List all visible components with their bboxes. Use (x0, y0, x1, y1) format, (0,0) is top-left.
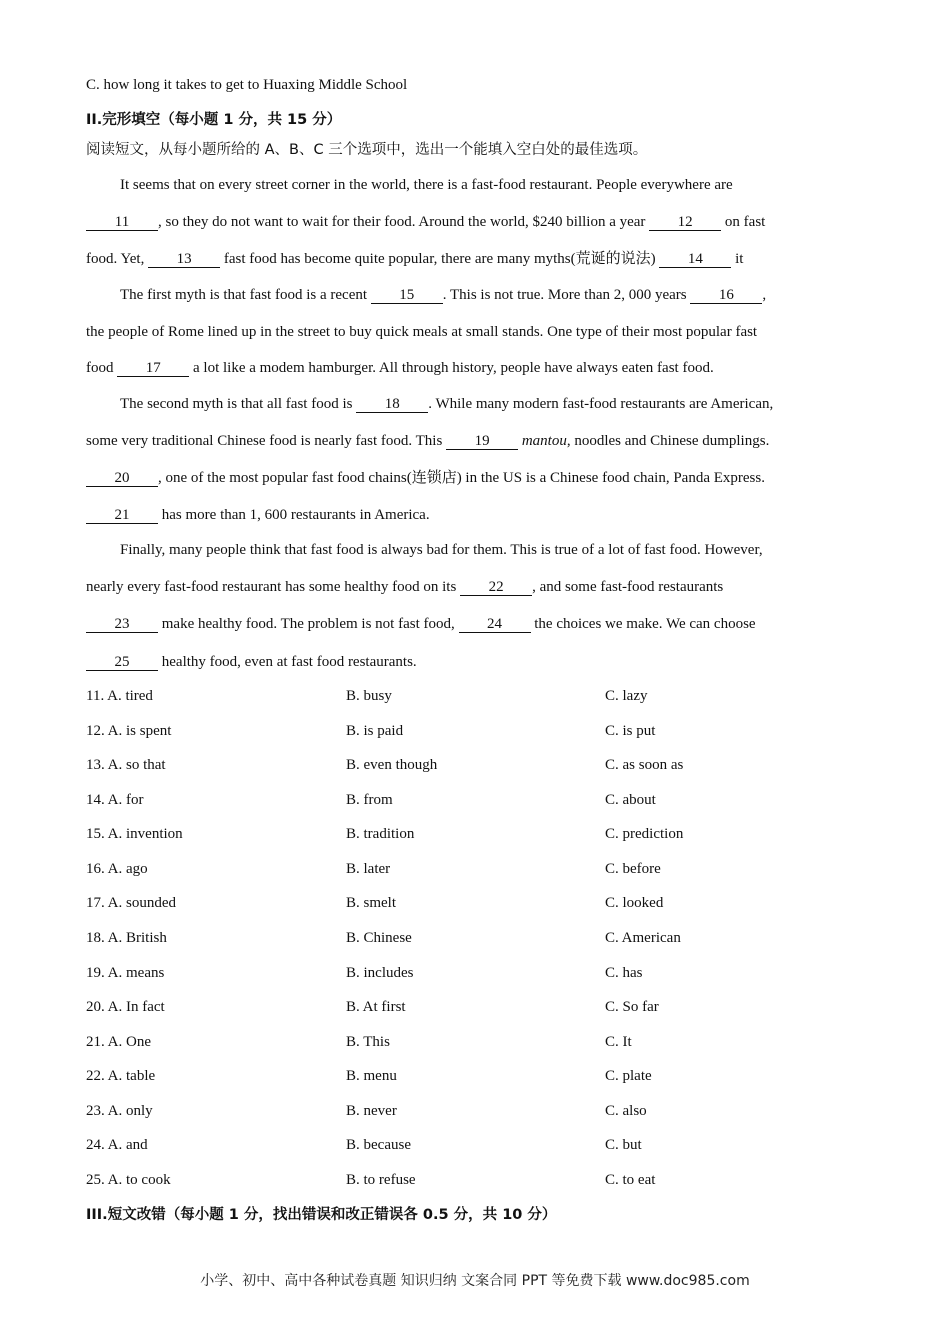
passage-line (86, 249, 743, 269)
option-a: 20. A. In fact (86, 999, 165, 1015)
passage-text: , and some fast-food restaurants (532, 579, 724, 595)
passage-text: fast food has become quite popular, there are many myths(荒诞的说法) (223, 251, 656, 267)
passage-line (86, 505, 430, 525)
option-b: B. tradition (346, 826, 415, 842)
option-b: B. menu (346, 1068, 397, 1084)
option-c: C. as soon as (605, 757, 684, 773)
passage-text: make healthy food. The problem is not fast food, (161, 616, 455, 632)
blank-22: 22 (460, 579, 532, 596)
passage-text: The first myth is that fast food is a recent (120, 287, 368, 303)
blank-14: 14 (659, 251, 731, 268)
option-row-21 (86, 1032, 886, 1052)
passage-line: It seems that on every street corner in the world, there is a fast-food restaurant. People everywhere are (120, 177, 733, 193)
option-b: B. Chinese (346, 930, 412, 946)
option-a: 21. A. One (86, 1034, 151, 1050)
blank-19: 19 (446, 433, 518, 450)
page-footer: 小学、初中、高中各种试卷真题 知识归纳 文案合同 PPT 等免费下载 www.doc985.com (200, 1273, 750, 1289)
option-row-12 (86, 721, 886, 741)
option-c: C. but (605, 1137, 642, 1153)
option-b: B. busy (346, 688, 392, 704)
section-3-title: III.短文改错（每小题 1 分，找出错误和改正错误各 0.5 分，共 10 分） (86, 1207, 557, 1223)
option-b: B. because (346, 1137, 411, 1153)
option-row-13 (86, 755, 886, 775)
option-b: B. This (346, 1034, 390, 1050)
option-b: B. never (346, 1103, 397, 1119)
option-b: B. smelt (346, 895, 397, 911)
option-row-24 (86, 1135, 886, 1155)
blank-23: 23 (86, 616, 158, 633)
blank-13: 13 (148, 251, 220, 268)
passage-text: nearly every fast-food restaurant has some healthy food on its (86, 579, 457, 595)
passage-text: . This is not true. More than 2, 000 years (442, 287, 687, 303)
option-c: C. So far (605, 999, 659, 1015)
option-row-22 (86, 1066, 886, 1086)
passage-text: . While many modern fast-food restaurants are American, (428, 396, 774, 412)
passage-line: the people of Rome lined up in the street to buy quick meals at small stands. One type of their most popular fast (86, 324, 758, 340)
blank-21: 21 (86, 507, 158, 524)
option-c: C. is put (605, 723, 656, 739)
blank-11: 11 (86, 214, 158, 231)
passage-text: it (735, 251, 744, 267)
passage-text: has more than 1, 600 restaurants in America. (161, 507, 430, 523)
passage-line (120, 285, 766, 305)
blank-16: 16 (690, 287, 762, 304)
option-c: C. before (605, 861, 661, 877)
passage-text: , one of the most popular fast food chains(连锁店) in the US is a Chinese food chain, Panda Express. (158, 470, 765, 486)
passage-line: Finally, many people think that fast food is always bad for them. This is true of a lot of fast food. However, (120, 542, 763, 558)
option-c: C. about (605, 792, 656, 808)
option-a: 13. A. so that (86, 757, 166, 773)
passage-line (86, 358, 714, 378)
option-b: B. even though (346, 757, 438, 773)
passage-text: The second myth is that all fast food is (120, 396, 353, 412)
option-b: B. to refuse (346, 1172, 416, 1188)
section-2-title: II.完形填空（每小题 1 分，共 15 分） (86, 112, 342, 128)
passage-text-italic: mantou (521, 433, 567, 449)
passage-text: , (762, 287, 767, 303)
section-2-instruction: 阅读短文，从每小题所给的 A、B、C 三个选项中，选出一个能填入空白处的最佳选项。 (86, 142, 648, 158)
option-row-25 (86, 1170, 886, 1190)
blank-12: 12 (649, 214, 721, 231)
option-a: 17. A. sounded (86, 895, 176, 911)
option-row-17 (86, 893, 886, 913)
passage-line (86, 652, 417, 672)
blank-18: 18 (356, 396, 428, 413)
option-row-18 (86, 928, 886, 948)
option-row-11 (86, 686, 886, 706)
passage-line (86, 212, 765, 232)
passage-text: a lot like a modem hamburger. All through history, people have always eaten fast food. (193, 360, 714, 376)
passage-line (86, 468, 765, 488)
blank-15: 15 (371, 287, 443, 304)
passage-line (86, 614, 756, 634)
option-c: C. American (605, 930, 681, 946)
passage-text: healthy food, even at fast food restaurants. (161, 654, 417, 670)
option-c: C. looked (605, 895, 664, 911)
option-b: B. from (346, 792, 393, 808)
option-c: C. lazy (605, 688, 648, 704)
option-b: B. is paid (346, 723, 404, 739)
passage-text: food (86, 360, 114, 376)
passage-line (86, 577, 723, 597)
option-a: 15. A. invention (86, 826, 183, 842)
option-b: B. includes (346, 965, 414, 981)
passage-text: the choices we make. We can choose (534, 616, 756, 632)
passage-text: some very traditional Chinese food is nearly fast food. This (86, 433, 443, 449)
option-row-20 (86, 997, 886, 1017)
option-a: 22. A. table (86, 1068, 156, 1084)
option-a: 19. A. means (86, 965, 165, 981)
option-c: C. also (605, 1103, 647, 1119)
passage-text: food. Yet, (86, 251, 145, 267)
passage-line (86, 431, 769, 451)
option-c: C. prediction (605, 826, 684, 842)
option-a: 12. A. is spent (86, 723, 172, 739)
blank-20: 20 (86, 470, 158, 487)
option-a: 11. A. tired (86, 688, 153, 704)
option-row-14 (86, 790, 886, 810)
blank-17: 17 (117, 360, 189, 377)
blank-25: 25 (86, 654, 158, 671)
option-c: C. It (605, 1034, 632, 1050)
option-a: 16. A. ago (86, 861, 148, 877)
option-row-19 (86, 963, 886, 983)
option-c: C. to eat (605, 1172, 656, 1188)
option-b: B. later (346, 861, 391, 877)
option-row-23 (86, 1101, 886, 1121)
option-a: 23. A. only (86, 1103, 153, 1119)
passage-text: on fast (724, 214, 766, 230)
passage-text: , so they do not want to wait for their food. Around the world, $240 billion a year (158, 214, 646, 230)
option-a: 18. A. British (86, 930, 167, 946)
option-b: B. At first (346, 999, 406, 1015)
option-row-15 (86, 824, 886, 844)
option-a: 24. A. and (86, 1137, 148, 1153)
option-c: C. has (605, 965, 643, 981)
option-a: 14. A. for (86, 792, 144, 808)
option-row-16 (86, 859, 886, 879)
passage-line (120, 394, 773, 414)
blank-24: 24 (459, 616, 531, 633)
passage-text: , noodles and Chinese dumplings. (566, 433, 770, 449)
option-a: 25. A. to cook (86, 1172, 171, 1188)
option-c: C. plate (605, 1068, 652, 1084)
previous-question-option-c: C. how long it takes to get to Huaxing Middle School (86, 77, 408, 93)
